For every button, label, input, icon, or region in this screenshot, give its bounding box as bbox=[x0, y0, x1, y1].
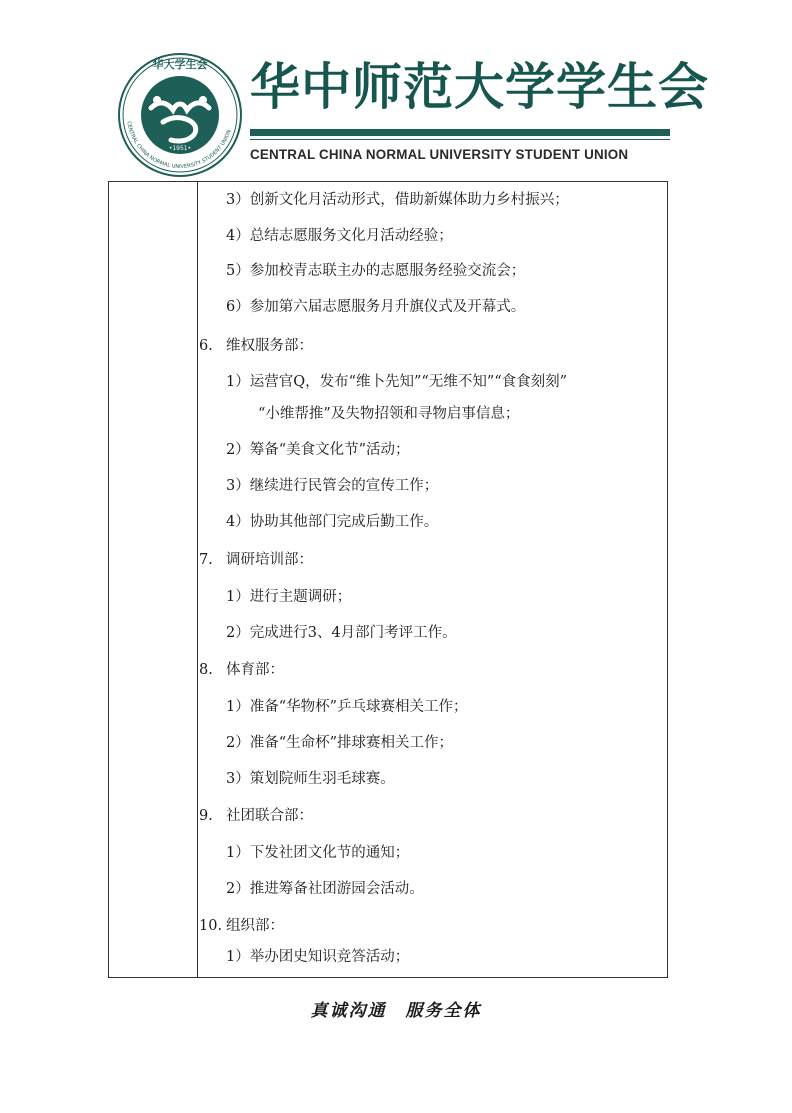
list-item: 1）准备“华物杯”乒乓球赛相关工作； bbox=[226, 699, 468, 715]
student-union-logo bbox=[117, 52, 243, 178]
list-item: 3）创新文化月活动形式，借助新媒体助力乡村振兴； bbox=[226, 192, 569, 208]
list-item: 2）推进筹备社团游园会活动。 bbox=[226, 881, 424, 897]
logo-top-text: 华大学生会 bbox=[152, 58, 208, 71]
list-item: 1）进行主题调研； bbox=[226, 589, 352, 605]
section-number: 10. bbox=[199, 918, 223, 934]
section-number: 6. bbox=[199, 338, 213, 354]
list-item: 3）策划院师生羽毛球赛。 bbox=[226, 771, 395, 787]
list-item: 3）继续进行民管会的宣传工作； bbox=[226, 478, 439, 494]
list-item: 2）准备“生命杯”排球赛相关工作； bbox=[226, 735, 454, 751]
section-heading bbox=[199, 916, 284, 936]
list-item: 4）协助其他部门完成后勤工作。 bbox=[226, 514, 439, 530]
header-subtitle: CENTRAL CHINA NORMAL UNIVERSITY STUDENT UNION bbox=[250, 147, 629, 162]
section-heading bbox=[199, 550, 313, 570]
header-rule bbox=[250, 129, 670, 136]
footer-slogan: 真诚沟通 服务全体 bbox=[310, 1001, 482, 1021]
section-number: 7. bbox=[199, 552, 213, 568]
section-number: 9. bbox=[199, 808, 213, 824]
list-item: 1）运营官Q，发布“维卜先知”“无维不知”“食食刻刻” bbox=[226, 374, 568, 390]
list-item-continuation: “小维帮推”及失物招领和寻物启事信息； bbox=[258, 406, 520, 422]
logo-year: •1951• bbox=[168, 145, 192, 152]
section-heading bbox=[199, 806, 313, 826]
list-item: 5）参加校青志联主办的志愿服务经验交流会； bbox=[226, 263, 526, 279]
header-title: 华中师范大学学生会 bbox=[250, 58, 709, 116]
list-item: 2）完成进行3、4月部门考评工作。 bbox=[226, 625, 457, 641]
logo-side-text: CENTRAL CHINA NORMAL UNIVERSITY STUDENT UNION bbox=[125, 120, 233, 171]
section-heading bbox=[199, 336, 313, 356]
section-title: 体育部： bbox=[226, 662, 284, 678]
header-rule-thin bbox=[250, 139, 670, 140]
section-title: 组织部： bbox=[226, 918, 284, 934]
list-item: 6）参加第六届志愿服务月升旗仪式及开幕式。 bbox=[226, 299, 526, 315]
section-title: 维权服务部： bbox=[226, 338, 313, 354]
section-title: 调研培训部： bbox=[226, 552, 313, 568]
list-item: 2）筹备“美食文化节”活动； bbox=[226, 442, 410, 458]
table-column-divider bbox=[197, 181, 198, 978]
section-number: 8. bbox=[199, 662, 213, 678]
section-title: 社团联合部： bbox=[226, 808, 313, 824]
section-heading bbox=[199, 660, 284, 680]
list-item: 1）下发社团文化节的通知； bbox=[226, 845, 410, 861]
list-item: 1）举办团史知识竞答活动； bbox=[226, 949, 410, 965]
list-item: 4）总结志愿服务文化月活动经验； bbox=[226, 228, 453, 244]
